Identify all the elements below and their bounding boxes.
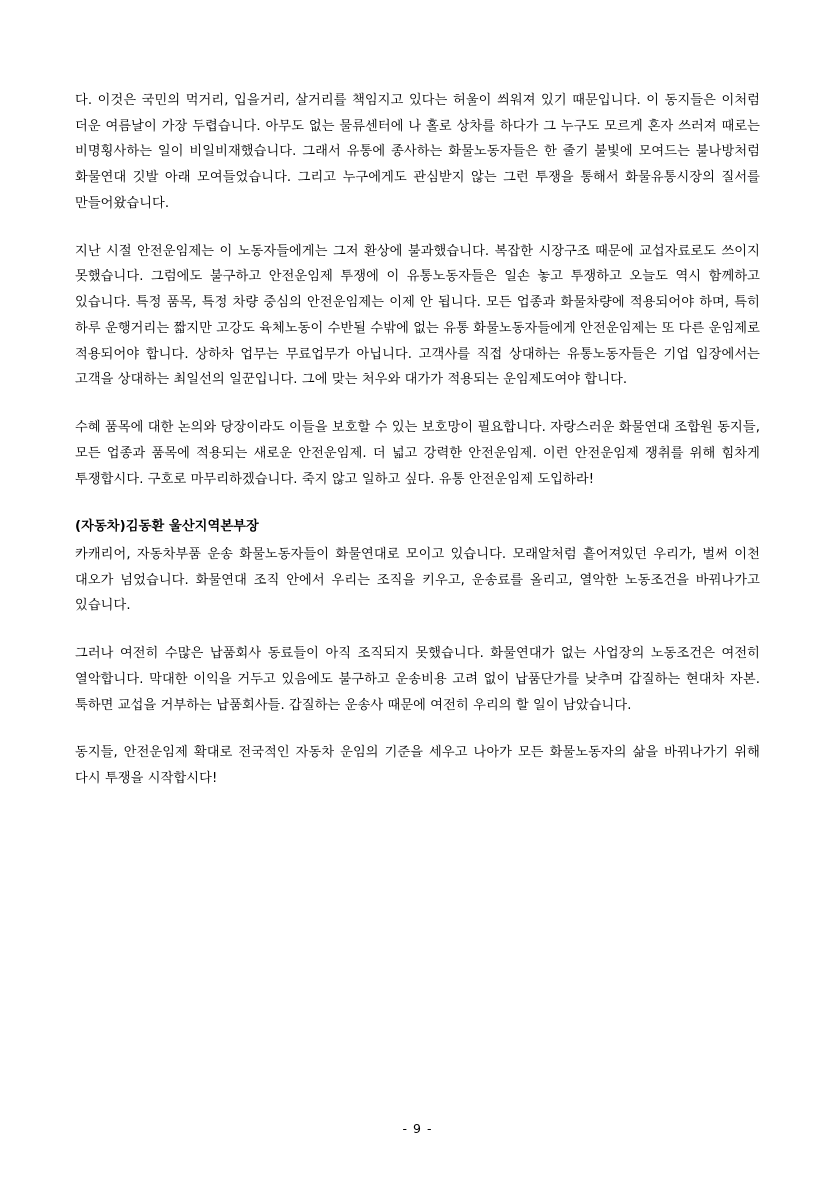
section-paragraph-1: 카캐리어, 자동차부품 운송 화물노동자들이 화물연대로 모이고 있습니다. 모래알처럼 흩어져있던 우리가, 벌써 이천 대오가 넘었습니다. 화물연대 조직 안에서 우리는 조직을 키우고, 운송료를 올리고, 열악한 노동조건을 바꿔나가고 있습니다. [75,547,760,614]
section-paragraph-2: 그러나 여전히 수많은 납품회사 동료들이 아직 조직되지 못했습니다. 화물연대가 없는 사업장의 노동조건은 여전히 열악합니다. 막대한 이익을 거두고 있음에도 불구하고 운송비용 고려 없이 납품단가를 낮추며 갑질하는 현대차 자본. 툭하면 교섭을 거부하는 납품회사들. 갑질하는 운송사 때문에 여전히 우리의 할 일이 남았습니다. [75,646,760,713]
section-paragraph-3: 동지들, 안전운임제 확대로 전국적인 자동차 운임의 기준을 세우고 나아가 모든 화물노동자의 삶을 바꿔나가기 위해 다시 투쟁을 시작합시다! [75,745,760,787]
section-heading: (자동차)김동환 울산지역본부장 [75,519,259,535]
paragraph-3: 수혜 품목에 대한 논의와 당장이라도 이들을 보호할 수 있는 보호망이 필요합니다. 자랑스러운 화물연대 조합원 동지들, 모든 업종과 품목에 적용되는 새로운 안전운임제. 더 넓고 강력한 안전운임제. 이런 안전운임제 쟁취를 위해 힘차게 투쟁합시다. 구호로 마무리하겠습니다. 죽지 않고 일하고 싶다. 유통 안전운임제 도입하라! [75,420,760,487]
page-number: - 9 - [402,1121,433,1136]
paragraph-2: 지난 시절 안전운임제는 이 노동자들에게는 그저 환상에 불과했습니다. 복잡한 시장구조 때문에 교섭자료로도 쓰이지 못했습니다. 그럼에도 불구하고 안전운임제 투쟁에 이 유통노동자들은 일손 놓고 투쟁하고 오늘도 역시 함께하고 있습니다. 특정 품목, 특정 차량 중심의 안전운임제는 이제 안 됩니다. 모든 업종과 화물차량에 적용되어야 하며, 특히 하루 운행거리는 짧지만 고강도 육체노동이 수반될 수밖에 없는 유통 화물노동자들에게 안전운임제는 또 다른 운임제로 적용되어야 합니다. 상하차 업무는 무료업무가 아닙니다. 고객사를 직접 상대하는 유통노동자들은 기업 입장에서는 고객을 상대하는 최일선의 일꾼입니다. 그에 맞는 처우와 대가가 적용되는 운임제도여야 합니다. [75,243,760,388]
document-body [75,88,760,792]
paragraph-1: 다. 이것은 국민의 먹거리, 입을거리, 살거리를 책임지고 있다는 허울이 씌워져 있기 때문입니다. 이 동지들은 이처럼 더운 여름날이 가장 두렵습니다. 아무도 없는 물류센터에 나 홀로 상차를 하다가 그 누구도 모르게 혼자 쓰러져 때로는 비명횡사하는 일이 비일비재했습니다. 그래서 유통에 종사하는 화물노동자들은 한 줄기 불빛에 모여드는 불나방처럼 화물연대 깃발 아래 모여들었습니다. 그리고 누구에게도 관심받지 않는 그런 투쟁을 통해서 화물유통시장의 질서를 만들어왔습니다. [75,93,760,211]
